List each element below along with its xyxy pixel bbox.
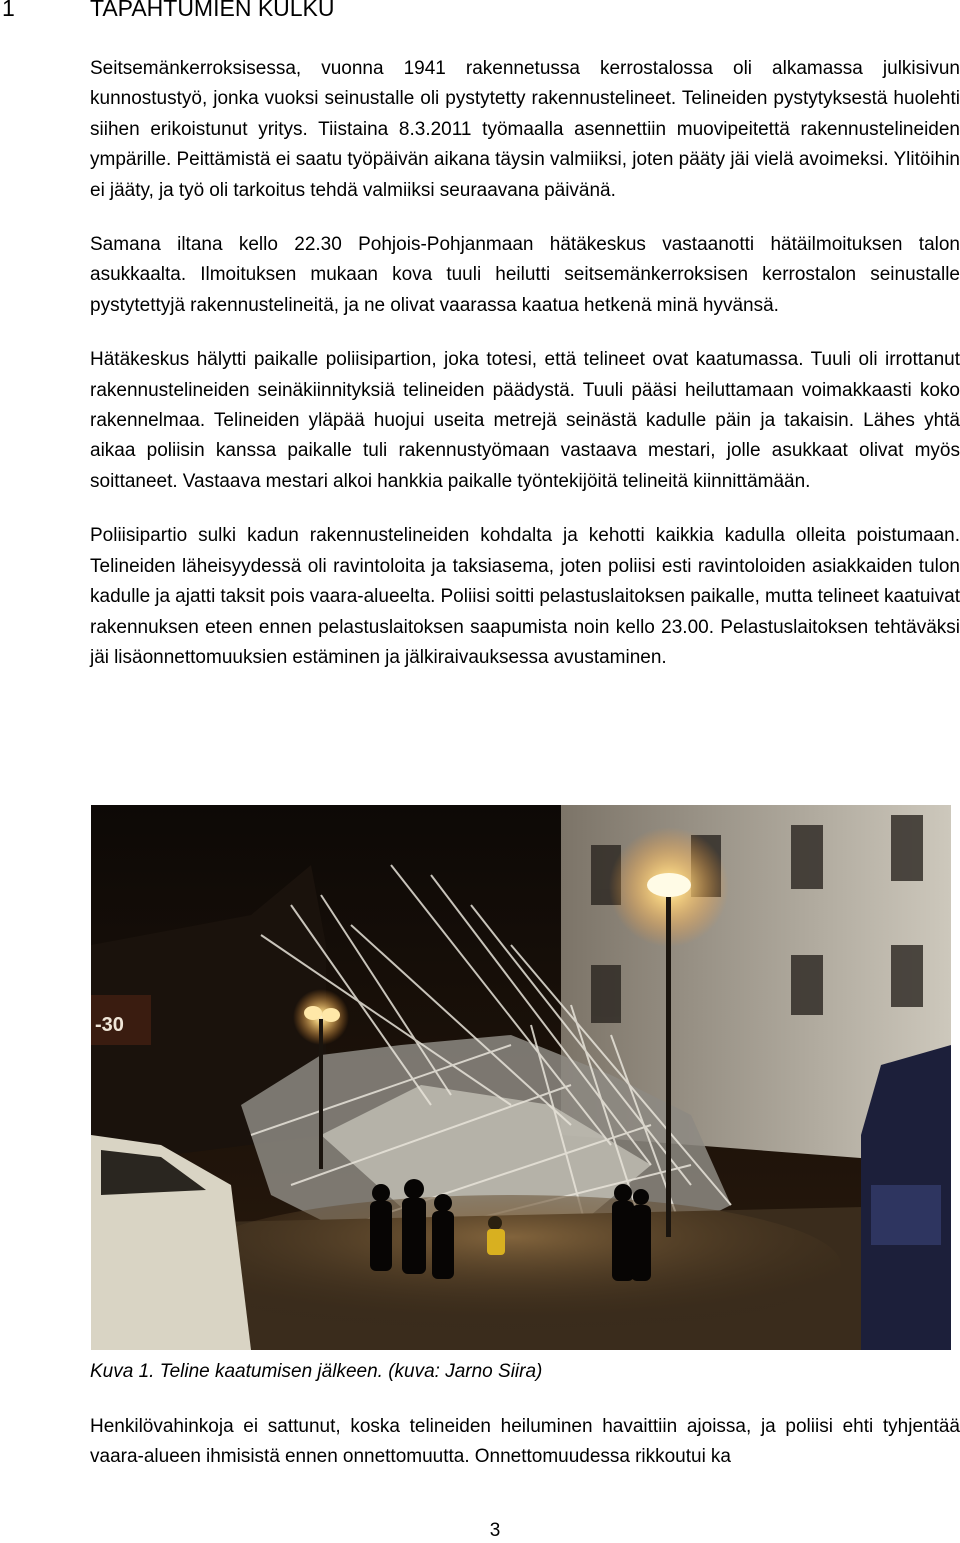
paragraph-4: Poliisipartio sulki kadun rakennustelineiden kohdalta ja kehotti kaikkia kadulla olleita poistumaan. Telineiden läheisyydessä oli ravintoloita ja taksiasema, joten poliisi esti ravintoloiden asiakkaiden tulon kadulle ja ajatti taksit pois vaara-alueelta. Poliisi soitti pelastuslaitoksen paikalle, mutta telineet kaatuivat rakennuksen eteen ennen pelastuslaitoksen saapumista noin kello 23.00. Pelastuslaitoksen tehtäväksi jäi lisäonnettomuuksien estäminen ja jälkiraivauksessa avustaminen.	[90, 525, 960, 668]
paragraph-2: Samana iltana kello 22.30 Pohjois-Pohjanmaan hätäkeskus vastaanotti hätäilmoituksen talon asukkaalta. Ilmoituksen mukaan kova tuuli heilutti seitsemänkerroksisen kerrostalon seinustalle pystytettyjä rakennustelineitä, ja ne olivat vaarassa kaatua hetkenä minä hyvänsä.	[90, 234, 960, 316]
page-number: 3	[489, 1520, 501, 1541]
section-title: TAPAHTUMIEN KULKU	[90, 0, 335, 21]
section-heading	[2, 0, 335, 22]
collapsed-scaffolding-photo	[91, 805, 951, 1350]
sign-text: -30	[95, 1014, 124, 1036]
photo-illustration	[91, 805, 951, 1350]
body-text	[90, 54, 960, 673]
paragraph-1: Seitsemänkerroksisessa, vuonna 1941 rakennetussa kerrostalossa oli alkamassa julkisivun kunnostustyö, jonka vuoksi seinustalle oli pystytetty rakennustelineet. Telineiden pystytyksestä huolehti siihen erikoistunut yritys. Tiistaina 8.3.2011 työmaalla asennettiin muovipeitettä rakennustelineiden ympärille. Peittämistä ei saatu työpäivän aikana täysin valmiiksi, joten pääty jäi vielä avoimeksi. Ylitöihin ei jääty, ja työ oli tarkoitus tehdä valmiiksi seuraavana päivänä.	[90, 58, 960, 201]
paragraph-after-figure: Henkilövahinkoja ei sattunut, koska telineiden heiluminen havaittiin ajoissa, ja poliisi ehti tyhjentää vaara-alueen ihmisistä ennen onnettomuutta. Onnettomuudessa rikkoutui ka	[90, 1416, 960, 1468]
figure-caption: Kuva 1. Teline kaatumisen jälkeen. (kuva: Jarno Siira)	[90, 1361, 543, 1382]
paragraph-3: Hätäkeskus hälytti paikalle poliisipartion, joka totesi, että telineet ovat kaatumassa. Tuuli oli irrottanut rakennustelineiden seinäkiinnityksiä telineiden päädystä. Tuuli pääsi heiluttamaan voimakkaasti koko rakennelmaa. Telineiden yläpää huojui useita metrejä seinästä kadulle päin ja takaisin. Lähes yhtä aikaa poliisin kanssa paikalle tuli rakennustyömaan vastaava mestari, jolle asukkaat olivat myös soittaneet. Vastaava mestari alkoi hankkia paikalle työntekijöitä telineitä kiinnittämään.	[90, 349, 960, 492]
section-number: 1	[2, 0, 15, 21]
